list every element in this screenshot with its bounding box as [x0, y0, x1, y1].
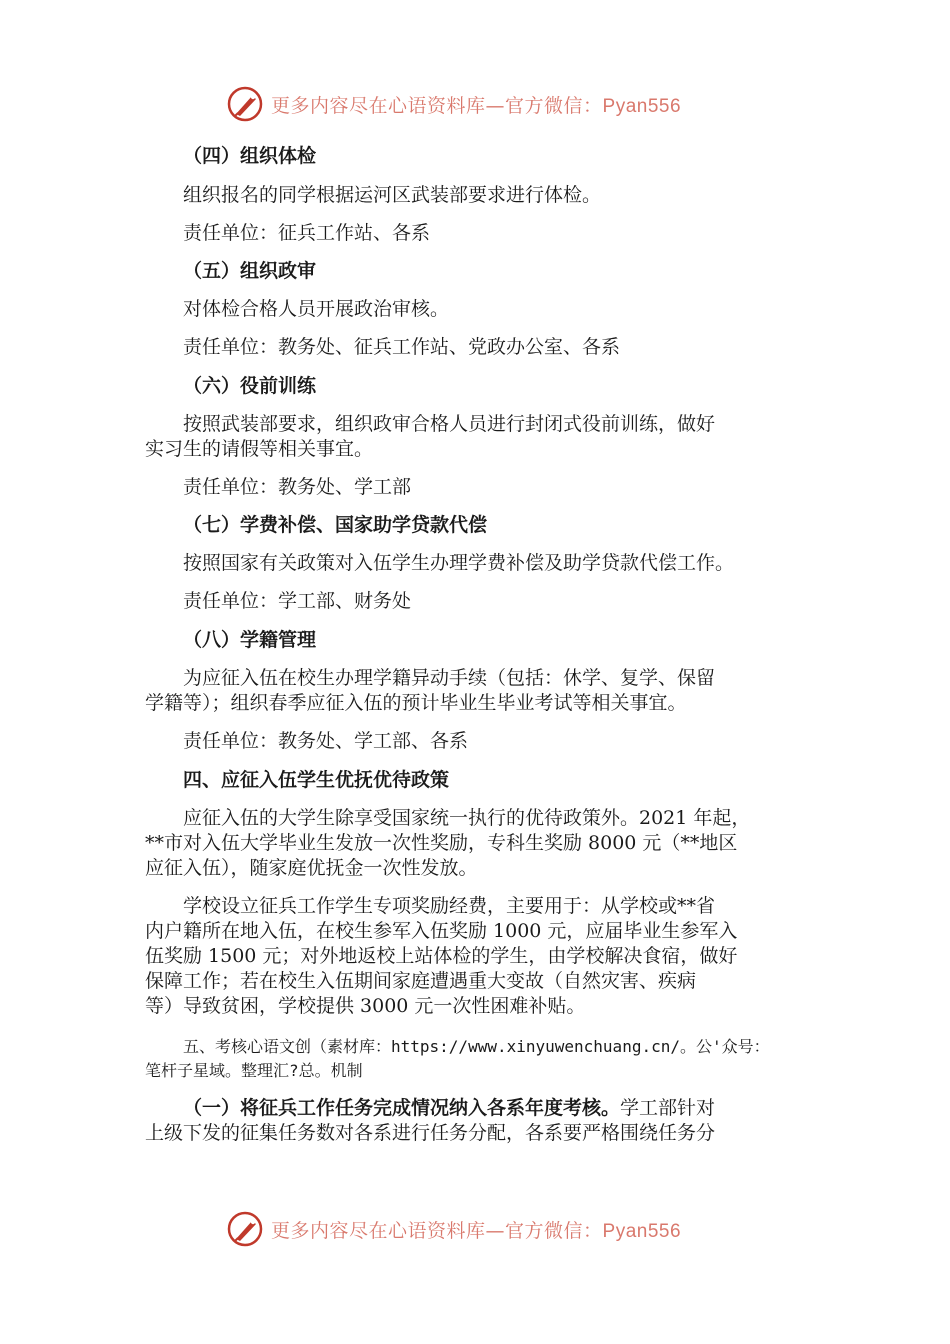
part-4-title: 四、应征入伍学生优抚优待政策 — [183, 769, 450, 791]
section-6-body-line2: 实习生的请假等相关事宜。 — [145, 438, 374, 460]
watermark-code: Pyan556 — [602, 1220, 682, 1242]
part-5-para1-line2: 上级下发的征集任务数对各系进行任务分配，各系要严格围绕任务分 — [145, 1122, 716, 1144]
part-5-para1-rest: 学工部针对 — [620, 1097, 716, 1119]
section-5-responsible: 责任单位：教务处、征兵工作站、党政办公室、各系 — [183, 336, 621, 358]
section-8-body-line2: 学籍等）；组织春季应征入伍的预计毕业生毕业考试等相关事宜。 — [145, 692, 687, 714]
part-4-para1-line3: 应征入伍），随家庭优抚金一次性发放。 — [145, 857, 478, 879]
section-6-body-line1: 按照武装部要求，组织政审合格人员进行封闭式役前训练，做好 — [183, 413, 716, 435]
part-5-title-line1: 五、考核心语文创（素材库：https://www.xinyuwenchuang.cn/。公'众号： — [183, 1037, 770, 1056]
part-4-para2-line1: 学校设立征兵工作学生专项奖励经费，主要用于：从学校或**省 — [183, 895, 716, 917]
pen-nib-logo-icon — [225, 84, 265, 124]
section-8-title: （八）学籍管理 — [183, 629, 317, 651]
section-8-body-line1: 为应征入伍在校生办理学籍异动手续（包括：休学、复学、保留 — [183, 667, 716, 689]
section-7-responsible: 责任单位：学工部、财务处 — [183, 590, 412, 612]
part-4-para1-line1: 应征入伍的大学生除享受国家统一执行的优待政策外。2021 年起， — [183, 807, 751, 829]
part-4-para2-line3: 伍奖励 1500 元；对外地返校上站体检的学生，由学校解决食宿，做好 — [145, 945, 738, 967]
watermark-text: 更多内容尽在心语资料库—官方微信：Pyan556 — [271, 94, 682, 117]
part-4-para1-line2: **市对入伍大学毕业生发放一次性奖励，专科生奖励 8000 元（**地区 — [145, 832, 738, 854]
watermark-code: Pyan556 — [602, 95, 682, 117]
part-4-para2-line5: 等）导致贫困，学校提供 3000 元一次性困难补贴。 — [145, 995, 586, 1017]
watermark-text: 更多内容尽在心语资料库—官方微信：Pyan556 — [271, 1219, 682, 1242]
part-4-para2-line4: 保障工作；若在校生入伍期间家庭遭遇重大变故（自然灾害、疾病 — [145, 970, 697, 992]
part-5-para1-line1 — [145, 1096, 810, 1121]
watermark-banner-top — [225, 84, 745, 124]
pen-nib-logo-icon — [225, 1209, 265, 1249]
section-7-title: （七）学费补偿、国家助学贷款代偿 — [183, 514, 488, 536]
part-5-para1-bold: （一）将征兵工作任务完成情况纳入各系年度考核。 — [183, 1097, 621, 1119]
part-5-title-line2: 笔杆子星域。整理汇?总。机制 — [145, 1061, 363, 1080]
section-8-responsible: 责任单位：教务处、学工部、各系 — [183, 730, 469, 752]
section-7-body: 按照国家有关政策对入伍学生办理学费补偿及助学贷款代偿工作。 — [183, 552, 735, 574]
section-6-responsible: 责任单位：教务处、学工部 — [183, 476, 412, 498]
section-4-body: 组织报名的同学根据运河区武装部要求进行体检。 — [183, 184, 602, 206]
section-4-title: （四）组织体检 — [183, 145, 317, 167]
watermark-banner-bottom — [225, 1209, 745, 1249]
section-5-title: （五）组织政审 — [183, 260, 317, 282]
part-4-para2-line2: 内户籍所在地入伍，在校生参军入伍奖励 1000 元，应届毕业生参军入 — [145, 920, 738, 942]
section-4-responsible: 责任单位：征兵工作站、各系 — [183, 222, 431, 244]
section-6-title: （六）役前训练 — [183, 375, 317, 397]
section-5-body: 对体检合格人员开展政治审核。 — [183, 298, 450, 320]
